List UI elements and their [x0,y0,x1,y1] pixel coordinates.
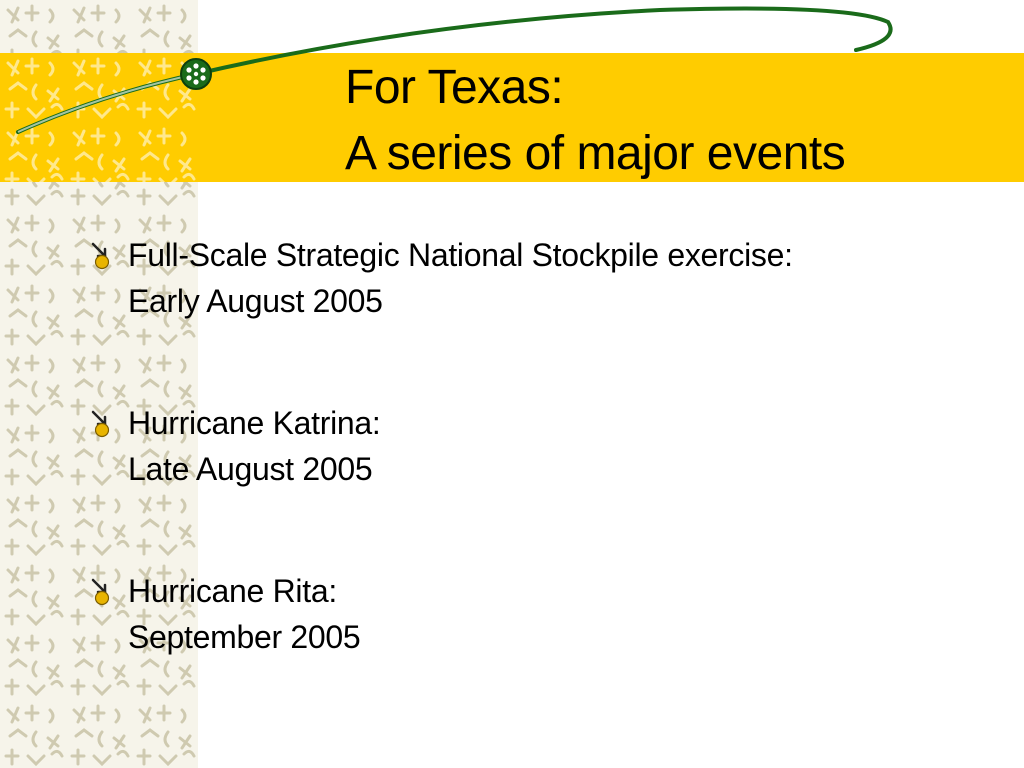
bullet-item [90,232,990,324]
bullet-detail: Early August 2005 [128,283,383,319]
bullet-list [90,232,990,736]
green-dotted-circle-icon [181,59,211,89]
bullet-detail: September 2005 [128,619,361,655]
bullet-item [90,568,990,660]
bullet-label: Hurricane Katrina: [128,405,381,441]
title-line-2: A series of major events [345,127,846,180]
arrow-dot-bullet-icon [90,576,116,606]
arrow-dot-bullet-icon [90,408,116,438]
bullet-item [90,400,990,492]
title-line-1: For Texas: [345,61,564,114]
bullet-label: Hurricane Rita: [128,573,337,609]
slide-title [345,55,845,187]
arrow-dot-bullet-icon [90,240,116,270]
bullet-label: Full-Scale Strategic National Stockpile exercise: [128,237,793,273]
swoosh-highlight [18,74,196,132]
bullet-detail: Late August 2005 [128,451,373,487]
